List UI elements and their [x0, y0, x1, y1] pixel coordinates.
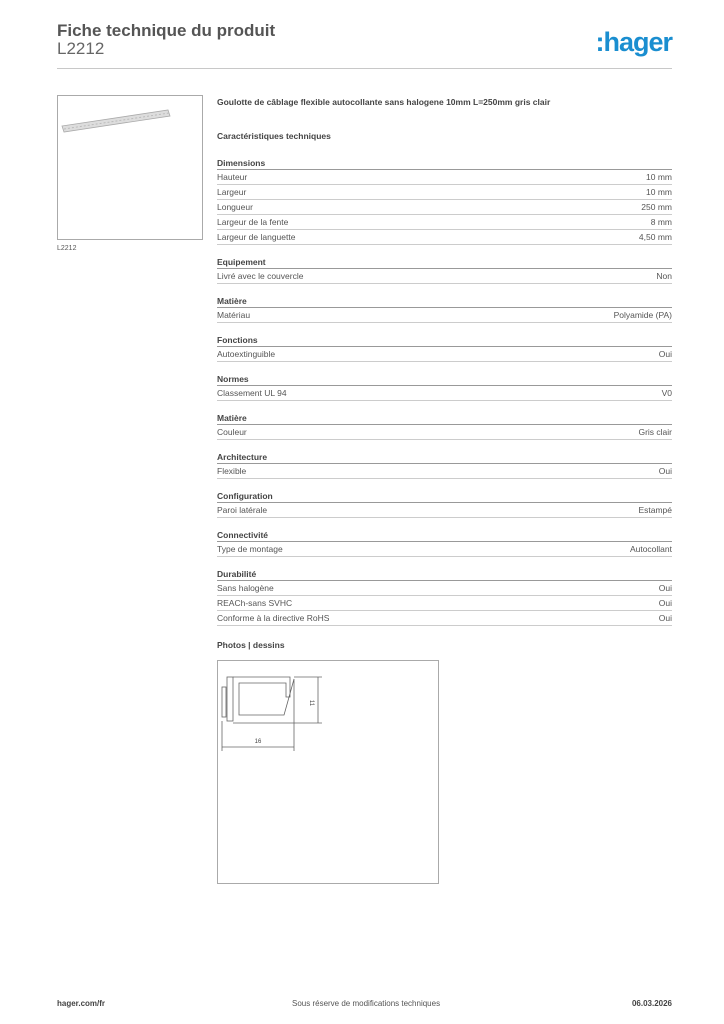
spec-group-title: Dimensions: [217, 156, 672, 170]
spec-value: Oui: [658, 349, 672, 359]
spec-label: Longueur: [217, 202, 253, 212]
spec-group: [217, 333, 672, 362]
spec-label: Largeur de la fente: [217, 217, 289, 227]
spec-group-title: Equipement: [217, 255, 672, 269]
footer-site[interactable]: hager.com/fr: [57, 999, 106, 1008]
spec-group: [217, 528, 672, 557]
product-code: L2212: [57, 39, 105, 58]
characteristics-title: Caractéristiques techniques: [217, 131, 331, 141]
spec-row: [217, 596, 672, 611]
spec-value: 10 mm: [646, 172, 672, 182]
technical-drawing: [217, 660, 439, 884]
spec-label: REACh-sans SVHC: [217, 598, 293, 608]
spec-label: Matériau: [217, 310, 251, 320]
product-thumbnail: [57, 95, 203, 240]
spec-label: Autoextinguible: [217, 349, 276, 359]
spec-row: [217, 464, 672, 479]
spec-group: [217, 450, 672, 479]
spec-row: [217, 230, 672, 245]
header-divider: [57, 68, 672, 69]
photos-title: Photos | dessins: [217, 640, 285, 650]
spec-label: Sans halogène: [217, 583, 274, 593]
spec-group-title: Architecture: [217, 450, 672, 464]
spec-value: Oui: [658, 598, 672, 608]
spec-row: [217, 185, 672, 200]
spec-label: Type de montage: [217, 544, 283, 554]
width-label: 16: [254, 739, 262, 745]
spec-value: Estampé: [638, 505, 672, 515]
spec-row: [217, 386, 672, 401]
spec-label: Livré avec le couvercle: [217, 271, 304, 281]
page-title: Fiche technique du produit: [57, 21, 276, 40]
spec-label: Classement UL 94: [217, 388, 287, 398]
spec-row: [217, 611, 672, 626]
main-content: [217, 97, 672, 884]
spec-group-title: Durabilité: [217, 567, 672, 581]
spec-label: Largeur: [217, 187, 247, 197]
height-label: 11: [308, 699, 314, 707]
spec-value: 4,50 mm: [638, 232, 672, 242]
spec-label: Largeur de languette: [217, 232, 296, 242]
spec-group-title: Configuration: [217, 489, 672, 503]
spec-row: [217, 425, 672, 440]
spec-row: [217, 215, 672, 230]
spec-row: [217, 542, 672, 557]
spec-value: Autocollant: [629, 544, 672, 554]
spec-value: 10 mm: [646, 187, 672, 197]
spec-group-title: Matière: [217, 411, 672, 425]
spec-group: [217, 372, 672, 401]
spec-row: [217, 347, 672, 362]
spec-label: Flexible: [217, 466, 247, 476]
spec-group: [217, 255, 672, 284]
spec-group-title: Fonctions: [217, 333, 672, 347]
spec-row: [217, 200, 672, 215]
product-description: Goulotte de câblage flexible autocollante sans halogene 10mm L=250mm gris clair: [217, 97, 551, 107]
spec-group-title: Normes: [217, 372, 672, 386]
spec-row: [217, 581, 672, 596]
spec-group-title: Matière: [217, 294, 672, 308]
profile-drawing: [218, 661, 440, 771]
thumbnail-caption: L2212: [57, 245, 77, 252]
spec-value: Polyamide (PA): [613, 310, 672, 320]
spec-value: Non: [656, 271, 672, 281]
spec-value: Oui: [658, 583, 672, 593]
spec-label: Conforme à la directive RoHS: [217, 613, 330, 623]
spec-value: Gris clair: [638, 427, 672, 437]
spec-value: V0: [661, 388, 672, 398]
spec-group: [217, 411, 672, 440]
spec-group: [217, 294, 672, 323]
spec-value: 250 mm: [641, 202, 672, 212]
spec-label: Couleur: [217, 427, 247, 437]
spec-label: Hauteur: [217, 172, 248, 182]
footer-date: 06.03.2026: [631, 999, 672, 1008]
spec-value: Oui: [658, 613, 672, 623]
spec-value: 8 mm: [650, 217, 672, 227]
spec-group: [217, 156, 672, 245]
spec-value: Oui: [658, 466, 672, 476]
spec-row: [217, 308, 672, 323]
spec-group: [217, 489, 672, 518]
spec-row: [217, 269, 672, 284]
spec-groups: [217, 156, 672, 626]
spec-label: Paroi latérale: [217, 505, 268, 515]
hager-logo: :hager: [595, 27, 672, 57]
spec-group-title: Connectivité: [217, 528, 672, 542]
spec-group: [217, 567, 672, 626]
cable-duct-image: [58, 96, 204, 241]
footer-note: Sous réserve de modifications techniques: [292, 999, 441, 1008]
spec-row: [217, 170, 672, 185]
spec-row: [217, 503, 672, 518]
